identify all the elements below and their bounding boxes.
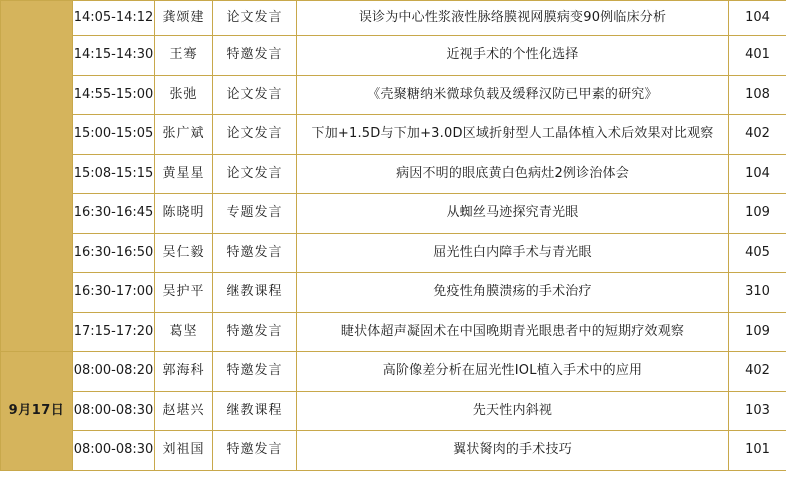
row-room: 109 <box>729 194 786 234</box>
row-speaker: 赵堪兴 <box>155 391 213 431</box>
row-speaker: 吴仁毅 <box>155 233 213 273</box>
row-time: 15:00-15:05 <box>73 115 155 155</box>
row-time: 16:30-17:00 <box>73 273 155 313</box>
table-row <box>1 1 786 36</box>
row-speaker: 陈晓明 <box>155 194 213 234</box>
table-row <box>1 154 786 194</box>
row-room: 101 <box>729 431 786 471</box>
row-speaker: 龚颂建 <box>155 1 213 36</box>
row-room: 310 <box>729 273 786 313</box>
row-time: 14:55-15:00 <box>73 75 155 115</box>
table-row <box>1 431 786 471</box>
row-time: 16:30-16:45 <box>73 194 155 234</box>
row-session-type: 特邀发言 <box>213 431 297 471</box>
row-title: 误诊为中心性浆液性脉络膜视网膜病变90例临床分析 <box>297 1 729 36</box>
row-speaker: 王骞 <box>155 36 213 76</box>
row-title: 从蜘丝马迹探究青光眼 <box>297 194 729 234</box>
row-title: 高阶像差分析在屈光性IOL植入手术中的应用 <box>297 352 729 392</box>
table-row <box>1 75 786 115</box>
row-room: 109 <box>729 312 786 352</box>
table-row <box>1 273 786 313</box>
day-group-cell-1 <box>1 1 73 352</box>
row-speaker: 张广斌 <box>155 115 213 155</box>
row-speaker: 吴护平 <box>155 273 213 313</box>
row-speaker: 黄星星 <box>155 154 213 194</box>
row-time: 16:30-16:50 <box>73 233 155 273</box>
table-row <box>1 312 786 352</box>
row-session-type: 继教课程 <box>213 391 297 431</box>
row-title: 翼状胬肉的手术技巧 <box>297 431 729 471</box>
row-room: 104 <box>729 154 786 194</box>
row-time: 17:15-17:20 <box>73 312 155 352</box>
row-time: 08:00-08:30 <box>73 431 155 471</box>
row-session-type: 特邀发言 <box>213 233 297 273</box>
row-room: 108 <box>729 75 786 115</box>
row-speaker: 张弛 <box>155 75 213 115</box>
table-row <box>1 115 786 155</box>
row-session-type: 继教课程 <box>213 273 297 313</box>
row-title: 《壳聚糖纳米微球负载及缓释汉防已甲素的研究》 <box>297 75 729 115</box>
row-room: 405 <box>729 233 786 273</box>
row-session-type: 特邀发言 <box>213 36 297 76</box>
row-session-type: 专题发言 <box>213 194 297 234</box>
table-row <box>1 391 786 431</box>
row-time: 15:08-15:15 <box>73 154 155 194</box>
row-session-type: 论文发言 <box>213 154 297 194</box>
row-title: 下加+1.5D与下加+3.0D区域折射型人工晶体植入术后效果对比观察 <box>297 115 729 155</box>
row-session-type: 论文发言 <box>213 1 297 36</box>
day-group-cell-2: 9月17日 <box>1 352 73 471</box>
row-time: 14:05-14:12 <box>73 1 155 36</box>
row-room: 402 <box>729 115 786 155</box>
row-speaker: 刘祖国 <box>155 431 213 471</box>
row-speaker: 葛坚 <box>155 312 213 352</box>
row-title: 病因不明的眼底黄白色病灶2例诊治体会 <box>297 154 729 194</box>
row-session-type: 特邀发言 <box>213 312 297 352</box>
row-time: 08:00-08:20 <box>73 352 155 392</box>
row-title: 先天性内斜视 <box>297 391 729 431</box>
row-room: 103 <box>729 391 786 431</box>
row-room: 104 <box>729 1 786 36</box>
row-title: 近视手术的个性化选择 <box>297 36 729 76</box>
row-time: 08:00-08:30 <box>73 391 155 431</box>
row-session-type: 论文发言 <box>213 115 297 155</box>
row-title: 睫状体超声凝固术在中国晚期青光眼患者中的短期疗效观察 <box>297 312 729 352</box>
row-speaker: 郭海科 <box>155 352 213 392</box>
row-session-type: 特邀发言 <box>213 352 297 392</box>
row-title: 屈光性白内障手术与青光眼 <box>297 233 729 273</box>
table-row <box>1 36 786 76</box>
row-room: 402 <box>729 352 786 392</box>
table-row <box>1 194 786 234</box>
table-row <box>1 352 786 392</box>
row-time: 14:15-14:30 <box>73 36 155 76</box>
schedule-body <box>1 1 786 471</box>
row-session-type: 论文发言 <box>213 75 297 115</box>
row-title: 免疫性角膜溃疡的手术治疗 <box>297 273 729 313</box>
table-row <box>1 233 786 273</box>
row-room: 401 <box>729 36 786 76</box>
